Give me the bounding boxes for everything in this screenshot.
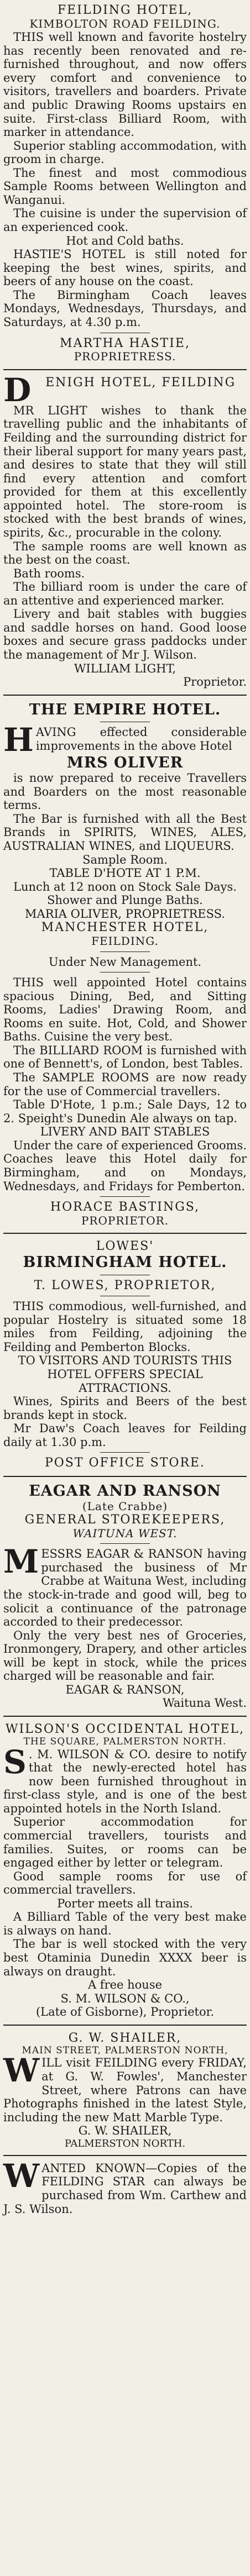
signature: HORACE BASTINGS, (50, 1200, 200, 1215)
ad-location: WAITUNA WEST. (72, 1526, 178, 1540)
drop-cap: W (3, 2052, 40, 2090)
ad-paragraph: The Bar is furnished with all the Best Brands in SPIRITS, WINES, ALES, AUSTRALIAN WINES, and LIQUEURS. (3, 812, 247, 853)
signature: WILLIAM LIGHT, (74, 661, 176, 675)
ad-paragraph: The cuisine is under the supervision of an experienced cook. (3, 207, 247, 234)
role: Proprietor. (183, 675, 247, 689)
ad-paragraph: Bath rooms. (13, 566, 85, 580)
wilsons-occidental-hotel-ad (3, 1722, 247, 2019)
empire-hotel-ad (3, 701, 247, 921)
management-note: Under New Management. (48, 955, 202, 969)
signature: MARTHA HASTIE, (60, 336, 190, 350)
divider (3, 1716, 247, 1717)
ad-subtitle: MAIN STREET, PALMERSTON NORTH, (22, 2044, 228, 2056)
ad-paragraph: is now prepared to receive Travellers and Boarders on the most reasonable terms. (3, 771, 247, 812)
feilding-hotel-ad (3, 3, 247, 364)
divider (3, 369, 247, 370)
ad-paragraph: MR LIGHT wishes to thank the travelling public and the inhabitants of Feilding and the surrounding district for their liberal support for many years past, and desires to state that they will still find every attention and comfort provided for them at this excellently appointed hotel. The store-room is stocked with the best brands of wines, spirits, &c., procurable in the colony. (3, 403, 247, 539)
role: (Late of Gisborne), Proprietor. (35, 2005, 215, 2019)
ad-paragraph: Wines, Spirits and Beers of the best brands kept in stock. (3, 1395, 247, 1422)
ad-paragraph: ESSRS EAGAR & RANSON having purchased the business of Mr Crabbe at Waituna West, including the stock-in-trade and good will, beg to solicit a continuance of the patronage accorded to their predecessor. (3, 1547, 247, 1629)
ad-paragraph: THIS well appointed Hotel contains spacious Dining, Bed, and Sitting Rooms, Ladies' Drawing Room, and Rooms en suite. Hot, Cold, and Shower Baths. Cuisine the very best. (3, 976, 247, 1044)
ad-paragraph: Mr Daw's Coach leaves for Feilding daily at 1.30 p.m. (3, 1422, 247, 1449)
ad-paragraph: Superior stabling accommodation, with groom in charge. (3, 139, 247, 166)
role: Waituna West. (163, 1696, 247, 1710)
ad-paragraph: Porter meets all trains. (57, 1896, 193, 1910)
newspaper-column (3, 0, 247, 2216)
ad-heading: POST OFFICE STORE. (44, 1456, 206, 1470)
ad-paragraph: ANTED KNOWN—Copies of the FEILDING STAR can always be purchased from Wm. Carthew and J. S. Wilson. (3, 2161, 247, 2216)
ad-paragraph: The BILLIARD ROOM is furnished with one of Bennett's, of London, best Tables. (3, 1043, 247, 1071)
ad-paragraph: Livery and bait stables with buggies and saddle horses on hand. Good loose boxes and secure grass paddocks under the management of Mr J. Wilson. (3, 607, 247, 662)
divider (100, 951, 150, 952)
wanted-known-ad (3, 2157, 247, 2216)
ad-paragraph: Sample Room. (82, 853, 168, 866)
ad-paragraph: Shower and Plunge Baths. (47, 893, 203, 907)
ad-paragraph: The finest and most commodious Sample Rooms between Wellington and Wanganui. (3, 166, 247, 207)
ad-title: WILSON'S OCCIDENTAL HOTEL, (5, 1722, 245, 1736)
drop-cap: S (3, 1743, 27, 1781)
ad-title: EAGAR AND RANSON (29, 1482, 221, 1500)
ad-title: FEILDING HOTEL, (57, 3, 193, 17)
ad-paragraph: The bar is well stocked with the very best Otaminia Dunedin XXXX beer is always on draught. (3, 1937, 247, 1978)
role: PALMERSTON NORTH. (64, 2137, 186, 2149)
ad-paragraph: Hot and Cold baths. (66, 234, 184, 248)
ad-paragraph: Only the very best nes of Groceries, Ironmongery, Drapery, and other articles will be kept in stock, while the prices charged will be reasonable and fair. (3, 1628, 247, 1683)
manchester-hotel-ad (3, 921, 247, 1227)
drop-cap: D (3, 371, 33, 409)
ad-intro: AVING effected considerable improvements in the above Hotel (35, 726, 247, 753)
divider (100, 1543, 150, 1544)
signature: G. W. SHAILER, (78, 2124, 172, 2138)
shailer-photographer-ad (3, 2031, 247, 2149)
ad-business: GENERAL STOREKEEPERS, (24, 1513, 226, 1527)
ad-paragraph: TABLE D'HOTE AT 1 P.M. (49, 866, 201, 880)
ad-paragraph: The sample rooms are well known as the best on the coast. (3, 539, 247, 567)
signature: S. M. WILSON & CO., (60, 1991, 190, 2005)
role: PROPRIETOR. (81, 1213, 169, 1227)
ad-subtitle: KIMBOLTON ROAD FEILDING. (29, 17, 221, 30)
birmingham-hotel-ad (3, 1239, 247, 1470)
ad-paragraph: Table D'Hote, 1 p.m.; Sale Days, 12 to 2. Speight's Dunedin Ale always on tap. (3, 1098, 247, 1125)
divider (3, 1233, 247, 1234)
signature: MARIA OLIVER, PROPRIETRESS. (25, 907, 225, 921)
ad-paragraph: The billiard room is under the care of an attentive and experienced marker. (3, 580, 247, 607)
proprietor-name: MRS OLIVER (66, 754, 184, 771)
ad-paragraph: A Billiard Table of the very best make is always on hand. (3, 1910, 247, 1937)
ad-subtitle: THE SQUARE, PALMERSTON NORTH. (23, 1736, 227, 1747)
ad-paragraph: HASTIE'S HOTEL is still noted for keeping the best wines, spirits, and beers of any house on the coast. (3, 248, 247, 288)
ad-paragraph: . M. WILSON & CO. desire to notify that the newly-erected hotel has now been furnished throughout in first-class style, and is one of the best appointed hotels in the North Island. (3, 1747, 247, 1815)
ad-paragraph: The Birmingham Coach leaves Mondays, Wednesdays, Thursdays, and Saturdays, at 4.30 p.m. (3, 288, 247, 329)
ad-title: ENIGH HOTEL, FEILDING (45, 375, 236, 390)
divider (3, 2025, 247, 2026)
divider (3, 695, 247, 696)
ad-paragraph: THIS well known and favorite hostelry has recently been renovated and re-furnished throughout, and now offers every comfort and convenience to visitors, travellers and boarders. Private and public Drawing Rooms upstairs en suite. First-class Billiard Room, with marker in attendance. (3, 30, 247, 139)
signature: EAGAR & RANSON, (65, 1683, 185, 1696)
ad-title-top: LOWES' (96, 1239, 154, 1254)
eagar-ranson-ad (3, 1482, 247, 1710)
drop-cap: W (3, 2157, 40, 2195)
ad-paragraph: Under the care of experienced Grooms. Coaches leave this Hotel daily for Birmingham, and on Mondays, Wednesdays, and Fridays for Pemberton. (3, 1138, 247, 1193)
ad-title: G. W. SHAILER, (68, 2031, 182, 2045)
divider (100, 1196, 150, 1197)
ad-subtitle: FEILDING. (91, 934, 159, 948)
drop-cap: M (3, 1543, 39, 1581)
ad-paragraph: The SAMPLE ROOMS are now ready for the use of Commercial travellers. (3, 1071, 247, 1098)
ad-paragraph: TO VISITORS AND TOURISTS THIS HOTEL OFFERS SPECIAL ATTRACTIONS. (18, 1354, 232, 1395)
ad-paragraph: THIS commodious, well-furnished, and popular Hostelry is situated some 18 miles from Feilding, adjoining the Feilding and Pemberton Blocks. (3, 1300, 247, 1354)
ad-paragraph: Superior accommodation for commercial travellers, tourists and families. Suites, or rooms can be engaged either by letter or telegram. (3, 1815, 247, 1870)
ad-title: BIRMINGHAM HOTEL. (23, 1253, 227, 1271)
ad-paragraph: ILL visit FEILDING every FRIDAY, at G. W. Fowles', Manchester Street, where Patrons can have Photographs finished in the latest Style, including the new Matt Marble Type. (3, 2056, 247, 2124)
denigh-hotel-ad (3, 371, 247, 689)
drop-cap: H (3, 721, 34, 759)
ad-paragraph: A free house (87, 1978, 163, 1992)
divider (100, 1452, 150, 1453)
role: PROPRIETRESS. (74, 350, 176, 364)
ad-paragraph: Lunch at 12 noon on Stock Sale Days. (13, 880, 237, 893)
ad-title: MANCHESTER HOTEL, (41, 921, 209, 935)
proprietor: T. LOWES, PROPRIETOR, (34, 1278, 216, 1292)
ad-note: (Late Crabbe) (82, 1499, 168, 1513)
divider (3, 2155, 247, 2156)
ad-paragraph: Good sample rooms for use of commercial travellers. (3, 1869, 247, 1897)
divider (3, 1476, 247, 1477)
ad-title: THE EMPIRE HOTEL. (29, 701, 221, 718)
ad-heading: LIVERY AND BAIT STABLES (40, 1125, 210, 1139)
